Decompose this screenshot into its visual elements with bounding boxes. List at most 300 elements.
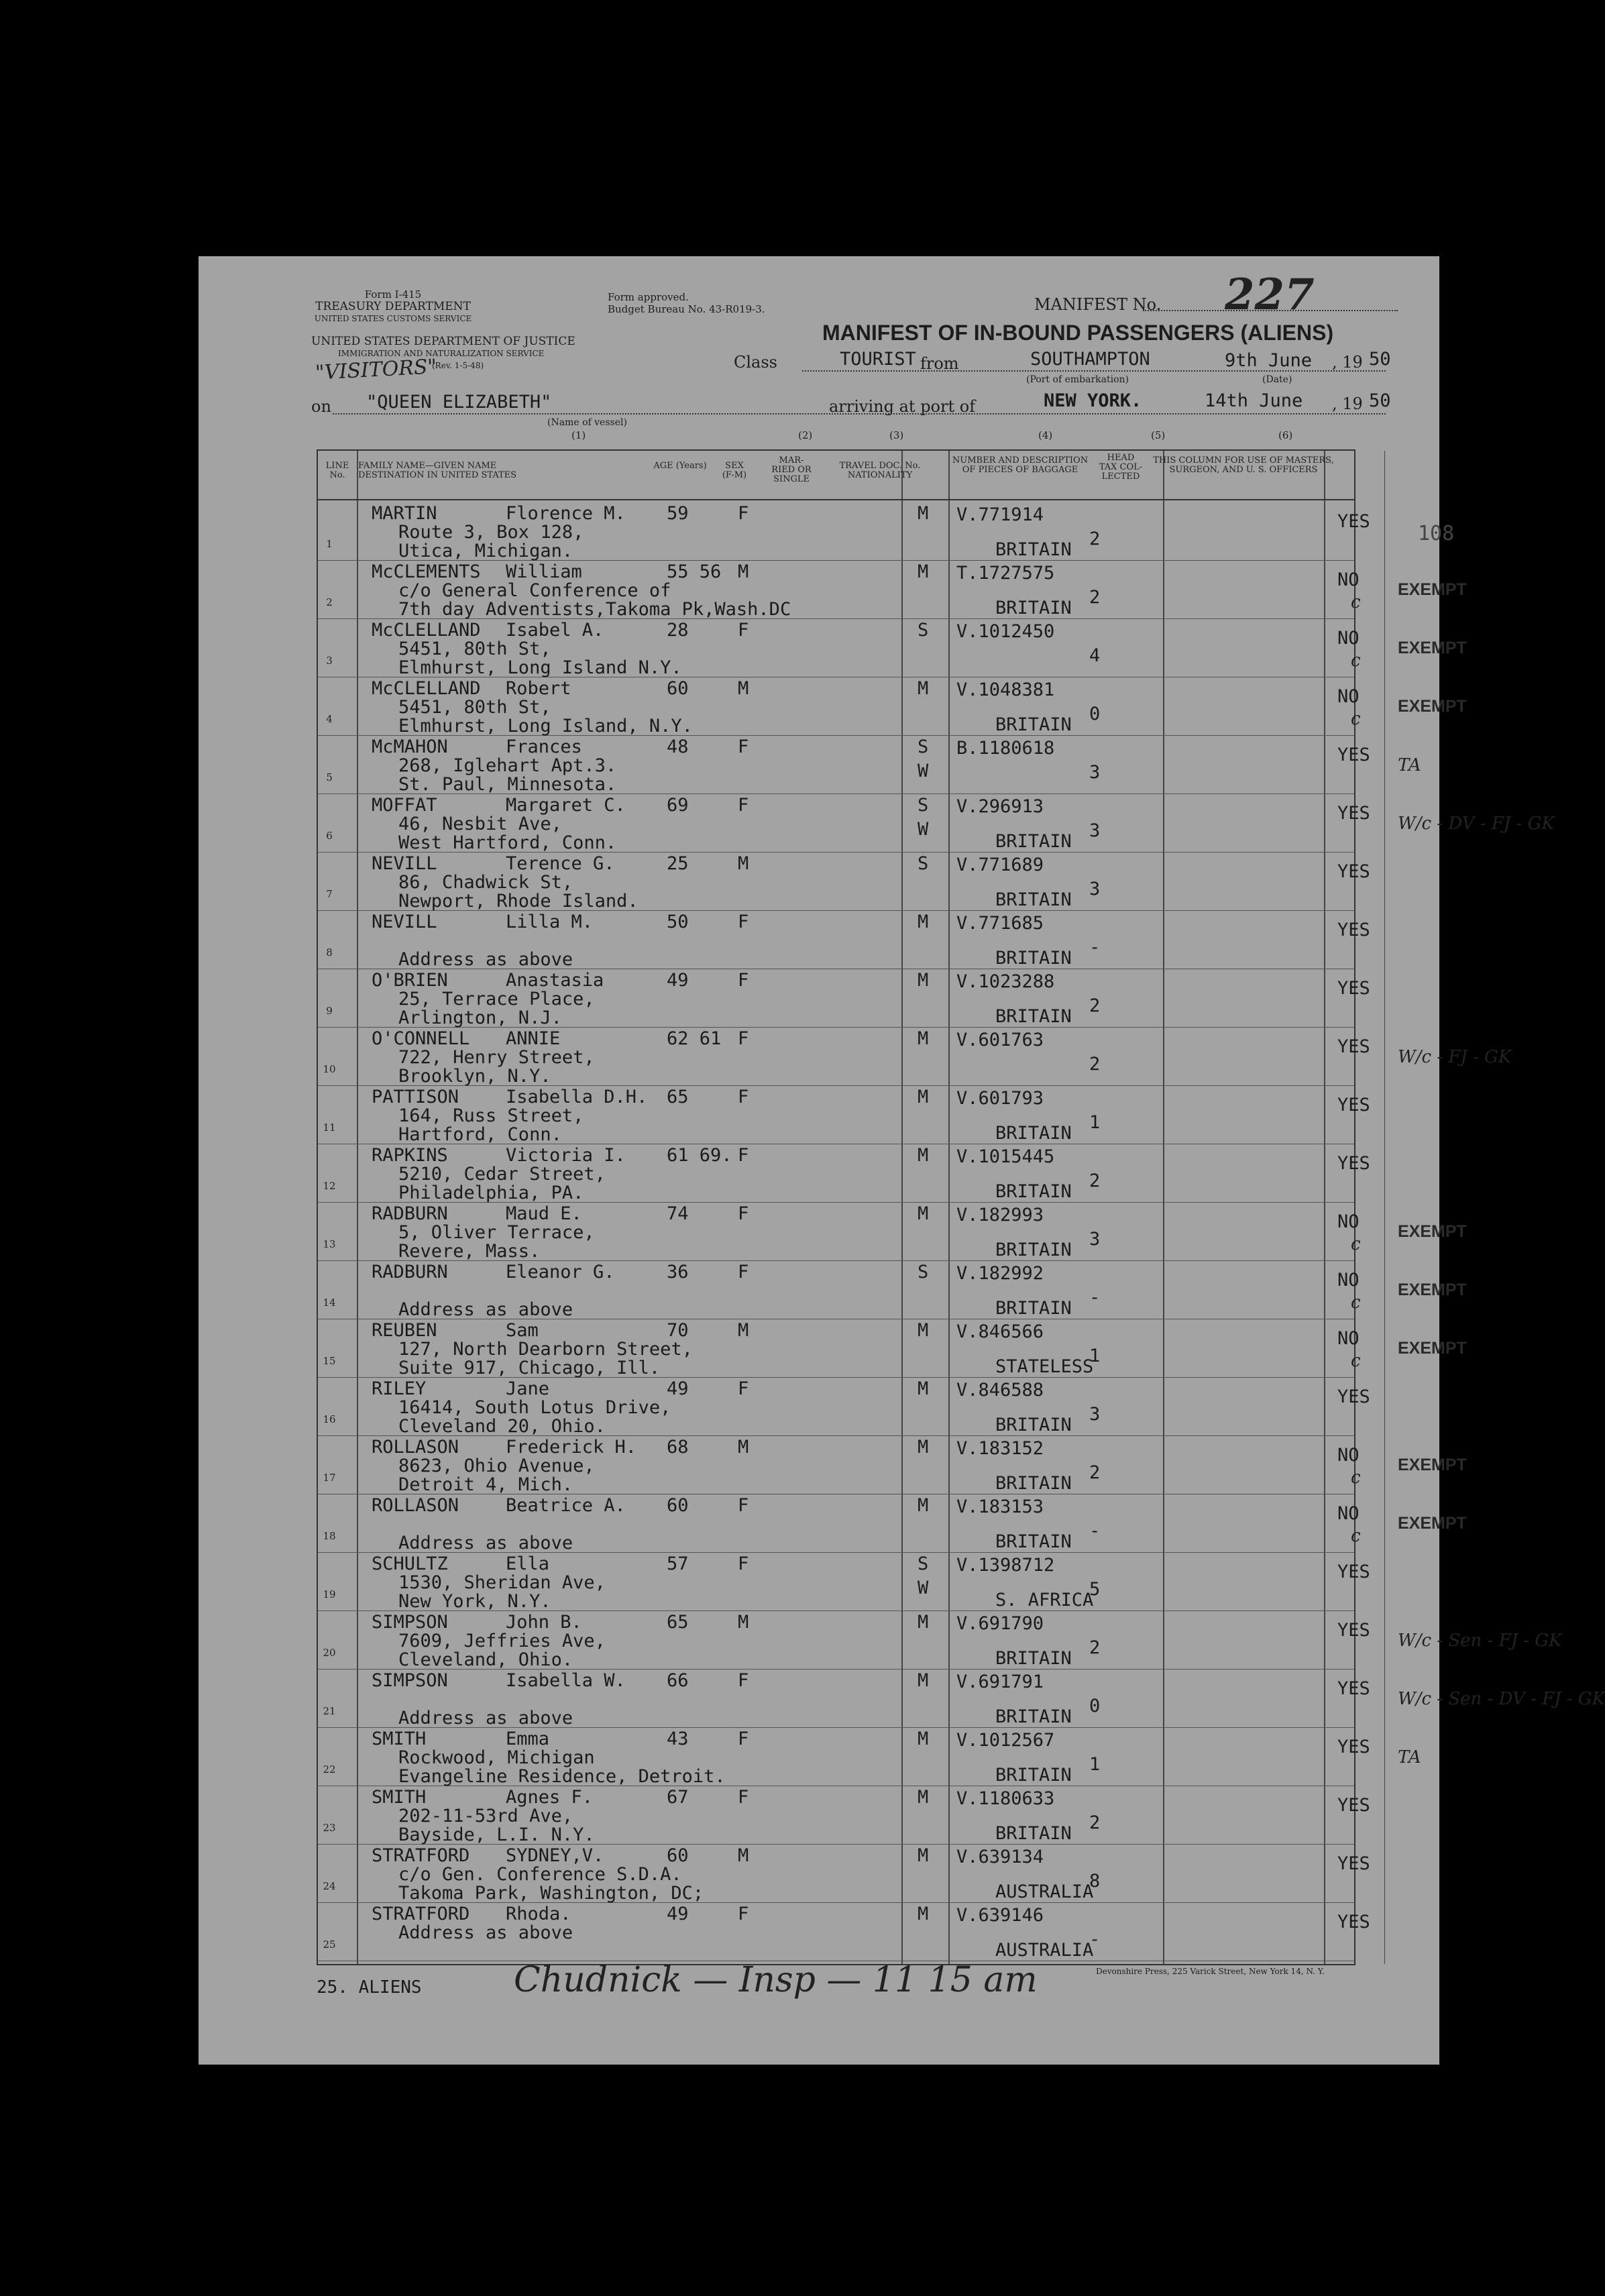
baggage-count: 2 xyxy=(1089,995,1101,1016)
address-line-1: 46, Nesbit Ave, xyxy=(398,814,562,834)
family-name: McMAHON xyxy=(372,736,448,757)
table-row xyxy=(318,735,1421,795)
family-name: NEVILL xyxy=(372,912,437,932)
marital-status: M xyxy=(918,1320,929,1341)
baggage-count: 1 xyxy=(1089,1754,1101,1775)
officer-note: TA xyxy=(1398,1747,1421,1767)
treasury-dept: TREASURY DEPARTMENT xyxy=(315,300,471,313)
sex: F xyxy=(738,1378,749,1399)
travel-doc-number: V.1015445 xyxy=(956,1146,1055,1167)
table-row xyxy=(318,1027,1512,1087)
nationality: BRITAIN xyxy=(995,714,1072,735)
given-name: William xyxy=(506,561,582,582)
sex: M xyxy=(738,561,749,582)
address-line-1: 164, Russ Street, xyxy=(398,1105,584,1126)
marital-status: M xyxy=(918,1904,929,1924)
nationality: BRITAIN xyxy=(995,1706,1072,1727)
officer-note: EXEMPT xyxy=(1398,1280,1467,1299)
address-line-2: Utica, Michigan. xyxy=(398,541,573,561)
marital-status: M xyxy=(918,1437,929,1458)
sex: F xyxy=(738,1553,749,1574)
nationality: AUSTRALIA xyxy=(995,1881,1094,1902)
age: 59 xyxy=(667,503,689,524)
form-number: Form I-415 xyxy=(364,288,422,300)
baggage-count: 3 xyxy=(1089,762,1101,783)
family-name: SMITH xyxy=(372,1787,427,1808)
age: 70 xyxy=(667,1320,689,1341)
marital-status: S xyxy=(918,736,929,757)
embark-port: SOUTHAMPTON xyxy=(1030,349,1150,370)
age: 49 xyxy=(667,970,689,991)
travel-doc-number: V.182992 xyxy=(956,1263,1044,1284)
on-label: on xyxy=(311,397,331,416)
sex: F xyxy=(738,1028,749,1049)
age: 60 xyxy=(667,678,689,699)
travel-doc-number: V.1048381 xyxy=(956,679,1055,700)
embark-date-note: (Date) xyxy=(1262,374,1292,385)
sex: M xyxy=(738,1612,749,1633)
embark-port-note: (Port of embarkation) xyxy=(1026,374,1129,385)
officer-note: EXEMPT xyxy=(1398,639,1467,657)
age: 68 xyxy=(667,1437,689,1458)
family-name: MOFFAT xyxy=(372,795,437,816)
given-name: John B. xyxy=(506,1612,582,1633)
address-line-2: Newport, Rhode Island. xyxy=(398,891,639,912)
age: 65 xyxy=(667,1612,689,1633)
marital-status: M xyxy=(918,678,929,699)
sex: F xyxy=(738,1787,749,1808)
tax-mark: c xyxy=(1351,592,1361,612)
form-approval xyxy=(608,291,765,315)
col-num-6: (6) xyxy=(1278,429,1293,441)
vessel-note: (Name of vessel) xyxy=(547,417,627,428)
budget-bureau: Budget Bureau No. 43-R019-3. xyxy=(608,303,765,315)
col-header-married: MAR-RIED OR SINGLE xyxy=(771,455,812,484)
baggage-count: 0 xyxy=(1089,704,1101,724)
travel-doc-number: V.1012450 xyxy=(956,621,1055,642)
col-divider xyxy=(1384,451,1385,1964)
table-row xyxy=(318,969,1370,1028)
travel-doc-number: V.601793 xyxy=(956,1088,1044,1109)
sex: F xyxy=(738,912,749,932)
address-line-1: Address as above xyxy=(398,1922,573,1943)
marital-status: M xyxy=(918,1845,929,1866)
baggage-count: 3 xyxy=(1089,879,1101,899)
officer-note: EXEMPT xyxy=(1398,697,1467,716)
address-line-2: Brooklyn, N.Y. xyxy=(398,1066,551,1087)
head-tax-collected: NO xyxy=(1337,569,1360,590)
sex: F xyxy=(738,1203,749,1224)
age: 61 69. xyxy=(667,1145,732,1166)
table-row xyxy=(318,852,1370,912)
address-line-2: West Hartford, Conn. xyxy=(398,832,617,853)
address-line-1: 7609, Jeffries Ave, xyxy=(398,1631,606,1651)
arrival-port: NEW YORK. xyxy=(1044,390,1142,411)
family-name: STRATFORD xyxy=(372,1904,470,1924)
line-number: 22 xyxy=(323,1763,336,1775)
manifest-no-label: MANIFEST No. xyxy=(1034,295,1162,314)
line-number: 14 xyxy=(323,1297,336,1309)
address-line-2: Address as above xyxy=(398,1533,573,1553)
address-line-1: 127, North Dearborn Street, xyxy=(398,1339,693,1360)
family-name: STRATFORD xyxy=(372,1845,470,1866)
address-line-2: Bayside, L.I. N.Y. xyxy=(398,1824,595,1845)
nationality: BRITAIN xyxy=(995,1473,1072,1494)
given-name: Florence M. xyxy=(506,503,626,524)
officer-note: EXEMPT xyxy=(1398,580,1467,599)
family-name: O'CONNELL xyxy=(372,1028,470,1049)
baggage-count: 3 xyxy=(1089,1229,1101,1250)
sex: M xyxy=(738,1845,749,1866)
marital-status: S xyxy=(918,1262,929,1282)
address-line-1: 16414, South Lotus Drive, xyxy=(398,1397,671,1418)
line-number: 25 xyxy=(323,1938,336,1951)
address-line-2: 7th day Adventists,Takoma Pk,Wash.DC xyxy=(398,599,791,620)
line-number: 5 xyxy=(326,771,333,783)
arriving-label: arriving at port of xyxy=(829,397,976,416)
age: 66 xyxy=(667,1670,689,1691)
marital-status-correction: W xyxy=(918,761,929,781)
given-name: Maud E. xyxy=(506,1203,582,1224)
family-name: SIMPSON xyxy=(372,1612,448,1633)
age: 50 xyxy=(667,912,689,932)
travel-doc-number: V.183153 xyxy=(956,1496,1044,1517)
sex: F xyxy=(738,620,749,641)
baggage-count: - xyxy=(1089,937,1101,958)
line-number: 13 xyxy=(323,1238,336,1250)
address-line-1: Rockwood, Michigan xyxy=(398,1747,595,1768)
marital-status: M xyxy=(918,503,929,524)
baggage-count: 2 xyxy=(1089,587,1101,608)
head-tax-collected: YES xyxy=(1337,1036,1370,1057)
marital-status: M xyxy=(918,1670,929,1691)
given-name: Sam xyxy=(506,1320,539,1341)
embark-date: 9th June xyxy=(1225,350,1313,371)
line-number: 9 xyxy=(326,1005,333,1017)
head-tax-collected: NO xyxy=(1337,1445,1360,1466)
arrival-year: 50 xyxy=(1369,390,1391,411)
address-line-2: Address as above xyxy=(398,949,573,970)
line-number: 11 xyxy=(323,1122,336,1134)
age: 48 xyxy=(667,736,689,757)
travel-doc-number: V.639134 xyxy=(956,1847,1044,1867)
baggage-count: 2 xyxy=(1089,529,1101,549)
address-line-1: 86, Chadwick St, xyxy=(398,872,573,893)
head-tax-collected: YES xyxy=(1337,1095,1370,1115)
nationality: BRITAIN xyxy=(995,1181,1072,1202)
travel-doc-number: T.1727575 xyxy=(956,563,1055,584)
family-name: RADBURN xyxy=(372,1262,448,1282)
line-number: 15 xyxy=(323,1355,336,1367)
given-name: Isabel A. xyxy=(506,620,604,641)
travel-doc-number: V.691791 xyxy=(956,1672,1044,1692)
baggage-count: 2 xyxy=(1089,1170,1101,1191)
address-line-2: Address as above xyxy=(398,1708,573,1729)
sex: F xyxy=(738,970,749,991)
given-name: Beatrice A. xyxy=(506,1495,626,1516)
head-tax-collected: YES xyxy=(1337,1386,1370,1407)
address-line-2: Hartford, Conn. xyxy=(398,1124,562,1145)
given-name: SYDNEY,V. xyxy=(506,1845,604,1866)
officer-note: W/c - Sen - DV - FJ - GK xyxy=(1398,1689,1605,1709)
head-tax-collected: YES xyxy=(1337,978,1370,999)
address-line-1: 722, Henry Street, xyxy=(398,1047,595,1068)
sex: F xyxy=(738,1262,749,1282)
age: 43 xyxy=(667,1729,689,1749)
head-tax-collected: YES xyxy=(1337,511,1370,532)
line-number: 17 xyxy=(323,1472,336,1484)
family-name: ROLLASON xyxy=(372,1437,459,1458)
line-number: 23 xyxy=(323,1822,336,1834)
address-line-2: Cleveland, Ohio. xyxy=(398,1649,573,1670)
head-tax-collected: YES xyxy=(1337,1153,1370,1174)
address-line-2: New York, N.Y. xyxy=(398,1591,551,1612)
line-number: 6 xyxy=(326,830,333,842)
travel-doc-number: V.182993 xyxy=(956,1205,1044,1225)
ins-service: IMMIGRATION AND NATURALIZATION SERVICE xyxy=(338,349,545,358)
marital-status: M xyxy=(918,1028,929,1049)
head-tax-collected: NO xyxy=(1337,628,1360,649)
head-tax-collected: NO xyxy=(1337,1211,1360,1232)
marital-status: M xyxy=(918,1378,929,1399)
officer-note: W/c - Sen - FJ - GK xyxy=(1398,1631,1562,1651)
family-name: McCLELLAND xyxy=(372,678,481,699)
given-name: Isabella W. xyxy=(506,1670,626,1691)
address-line-2: Evangeline Residence, Detroit. xyxy=(398,1766,726,1787)
table-row xyxy=(318,910,1370,970)
nationality: BRITAIN xyxy=(995,889,1072,910)
nationality: AUSTRALIA xyxy=(995,1940,1094,1961)
nationality: S. AFRICA xyxy=(995,1590,1094,1610)
tax-mark: c xyxy=(1351,1293,1361,1313)
sex: F xyxy=(738,1904,749,1924)
family-name: RADBURN xyxy=(372,1203,448,1224)
marital-status-correction: W xyxy=(918,819,929,840)
address-line-2: Revere, Mass. xyxy=(398,1241,541,1262)
sex: F xyxy=(738,1729,749,1749)
col-header-line: LINE No. xyxy=(325,461,349,480)
family-name: SMITH xyxy=(372,1729,427,1749)
travel-doc-number: V.846566 xyxy=(956,1321,1044,1342)
travel-doc-number: V.771685 xyxy=(956,913,1044,934)
head-tax-collected: YES xyxy=(1337,920,1370,940)
family-name: ROLLASON xyxy=(372,1495,459,1516)
address-line-2: Elmhurst, Long Island N.Y. xyxy=(398,657,682,678)
table-row xyxy=(318,1552,1370,1612)
tax-mark: c xyxy=(1351,651,1361,671)
tax-mark: c xyxy=(1351,709,1361,729)
line-number: 19 xyxy=(323,1588,336,1600)
baggage-count: 3 xyxy=(1089,820,1101,841)
baggage-count: 1 xyxy=(1089,1112,1101,1133)
given-name: Margaret C. xyxy=(506,795,626,816)
baggage-count: 0 xyxy=(1089,1696,1101,1716)
col-header-travel: TRAVEL DOC. No. NATIONALITY xyxy=(839,461,921,480)
marital-status: S xyxy=(918,620,929,641)
head-tax-collected: YES xyxy=(1337,1795,1370,1816)
given-name: Victoria I. xyxy=(506,1145,626,1166)
baggage-count: - xyxy=(1089,1929,1101,1950)
line-number: 1 xyxy=(326,538,333,550)
line-number: 12 xyxy=(323,1180,336,1192)
officer-note: TA xyxy=(1398,755,1421,775)
address-line-1: 5451, 80th St, xyxy=(398,697,551,718)
arrival-date: 14th June xyxy=(1205,390,1303,411)
manifest-number: 227 xyxy=(1225,270,1315,320)
marital-status: S xyxy=(918,795,929,816)
given-name: Frederick H. xyxy=(506,1437,637,1458)
table-row xyxy=(318,1202,1467,1262)
nationality: BRITAIN xyxy=(995,1765,1072,1786)
family-name: McCLELLAND xyxy=(372,620,481,641)
head-tax-collected: YES xyxy=(1337,745,1370,765)
nationality: BRITAIN xyxy=(995,831,1072,852)
table-row xyxy=(318,1786,1370,1845)
nationality: BRITAIN xyxy=(995,1415,1072,1435)
baggage-count: - xyxy=(1089,1521,1101,1541)
table-row xyxy=(318,1319,1467,1378)
given-name: ANNIE xyxy=(506,1028,561,1049)
address-line-2: Detroit 4, Mich. xyxy=(398,1474,573,1495)
travel-doc-number: V.1398712 xyxy=(956,1555,1055,1576)
travel-doc-number: V.601763 xyxy=(956,1030,1044,1050)
age: 69 xyxy=(667,795,689,816)
head-tax-collected: NO xyxy=(1337,1270,1360,1291)
age: 62 61 xyxy=(667,1028,722,1049)
marital-status: M xyxy=(918,970,929,991)
baggage-count: 3 xyxy=(1089,1404,1101,1425)
marital-status: M xyxy=(918,1087,929,1107)
travel-doc-number: V.1180633 xyxy=(956,1788,1055,1809)
head-tax-collected: YES xyxy=(1337,803,1370,824)
family-name: MARTIN xyxy=(372,503,437,524)
travel-doc-number: V.183152 xyxy=(956,1438,1044,1459)
address-line-2: Suite 917, Chicago, Ill. xyxy=(398,1358,661,1378)
marital-status: M xyxy=(918,1495,929,1516)
sex: F xyxy=(738,1145,749,1166)
officer-note: W/c - DV - FJ - GK xyxy=(1398,814,1555,834)
form-header-left xyxy=(306,288,480,325)
marital-status: M xyxy=(918,1729,929,1749)
officer-note: EXEMPT xyxy=(1398,1222,1467,1241)
nationality: BRITAIN xyxy=(995,1648,1072,1669)
nationality: BRITAIN xyxy=(995,1006,1072,1027)
from-label: from xyxy=(920,354,959,373)
col-num-4: (4) xyxy=(1038,429,1053,441)
line-number: 18 xyxy=(323,1530,336,1542)
family-name: NEVILL xyxy=(372,853,437,874)
manifest-sheet xyxy=(199,256,1605,2065)
officer-note: EXEMPT xyxy=(1398,1456,1467,1474)
baggage-count: 2 xyxy=(1089,1054,1101,1075)
class-label: Class xyxy=(734,353,777,372)
officer-note: EXEMPT xyxy=(1398,1514,1467,1533)
embark-year: 50 xyxy=(1369,349,1391,370)
head-tax-collected: YES xyxy=(1337,1853,1370,1874)
address-line-2: Takoma Park, Washington, DC; xyxy=(398,1883,704,1904)
marital-status: M xyxy=(918,1612,929,1633)
class-line xyxy=(802,370,1386,372)
head-tax-collected: NO xyxy=(1337,686,1360,707)
col-header-sex: SEX (F-M) xyxy=(722,461,747,480)
address-line-1: 5210, Cedar Street, xyxy=(398,1164,606,1185)
address-line-2: Elmhurst, Long Island, N.Y. xyxy=(398,716,693,736)
travel-doc-number: V.296913 xyxy=(956,796,1044,817)
address-line-1: c/o Gen. Conference S.D.A. xyxy=(398,1864,682,1885)
address-line-2: Philadelphia, PA. xyxy=(398,1183,584,1203)
address-line-1: 268, Iglehart Apt.3. xyxy=(398,755,617,776)
age: 67 xyxy=(667,1787,689,1808)
given-name: Terence G. xyxy=(506,853,615,874)
table-row xyxy=(318,1610,1562,1670)
tax-mark: c xyxy=(1351,1234,1361,1254)
travel-doc-number: V.1023288 xyxy=(956,971,1055,992)
given-name: Anastasia xyxy=(506,970,604,991)
sex: F xyxy=(738,503,749,524)
given-name: Frances xyxy=(506,736,582,757)
sex: F xyxy=(738,1087,749,1107)
marital-status-correction: W xyxy=(918,1578,929,1598)
table-row xyxy=(318,1494,1467,1553)
nationality: BRITAIN xyxy=(995,1531,1072,1552)
age: 55 56 xyxy=(667,561,722,582)
col-header-age: AGE (Years) xyxy=(653,461,707,471)
table-row xyxy=(318,560,1467,620)
line-number: 21 xyxy=(323,1705,336,1717)
baggage-count: 1 xyxy=(1089,1346,1101,1366)
table-header xyxy=(318,451,1354,500)
col-num-3: (3) xyxy=(889,429,904,441)
travel-doc-number: V.771914 xyxy=(956,504,1044,525)
baggage-count: 4 xyxy=(1089,645,1101,666)
manifest-title: MANIFEST OF IN-BOUND PASSENGERS (ALIENS) xyxy=(822,321,1334,345)
officer-note: 108 xyxy=(1418,522,1455,545)
age: 49 xyxy=(667,1378,689,1399)
given-name: Lilla M. xyxy=(506,912,594,932)
family-name: SCHULTZ xyxy=(372,1553,448,1574)
table-row xyxy=(318,618,1467,678)
baggage-count: 8 xyxy=(1089,1871,1101,1892)
tax-mark: c xyxy=(1351,1468,1361,1488)
baggage-count: 2 xyxy=(1089,1462,1101,1483)
given-name: Ella xyxy=(506,1553,550,1574)
address-line-1: 8623, Ohio Avenue, xyxy=(398,1456,595,1476)
table-row xyxy=(318,1435,1467,1495)
head-tax-collected: YES xyxy=(1337,1562,1370,1582)
given-name: Emma xyxy=(506,1729,550,1749)
given-name: Rhoda. xyxy=(506,1904,571,1924)
travel-doc-number: V.639146 xyxy=(956,1905,1044,1926)
address-line-1: 202-11-53rd Ave, xyxy=(398,1806,573,1826)
visitors-stamp: "VISITORS" xyxy=(315,355,438,385)
nationality: BRITAIN xyxy=(995,1123,1072,1144)
address-line-1: c/o General Conference of xyxy=(398,580,671,601)
travel-doc-number: V.846588 xyxy=(956,1380,1044,1401)
sex: M xyxy=(738,853,749,874)
officer-note: W/c - FJ - GK xyxy=(1398,1047,1512,1067)
head-tax-collected: NO xyxy=(1337,1503,1360,1524)
age: 25 xyxy=(667,853,689,874)
age: 49 xyxy=(667,1904,689,1924)
address-line-1: Route 3, Box 128, xyxy=(398,522,584,543)
given-name: Agnes F. xyxy=(506,1787,594,1808)
head-tax-collected: YES xyxy=(1337,1678,1370,1699)
baggage-count: - xyxy=(1089,1287,1101,1308)
table-row xyxy=(318,1844,1370,1904)
col-header-officers: THIS COLUMN FOR USE OF MASTERS, SURGEON, AND U. S. OFFICERS xyxy=(1153,455,1334,475)
officer-note: EXEMPT xyxy=(1398,1339,1467,1358)
table-row xyxy=(318,1669,1605,1729)
